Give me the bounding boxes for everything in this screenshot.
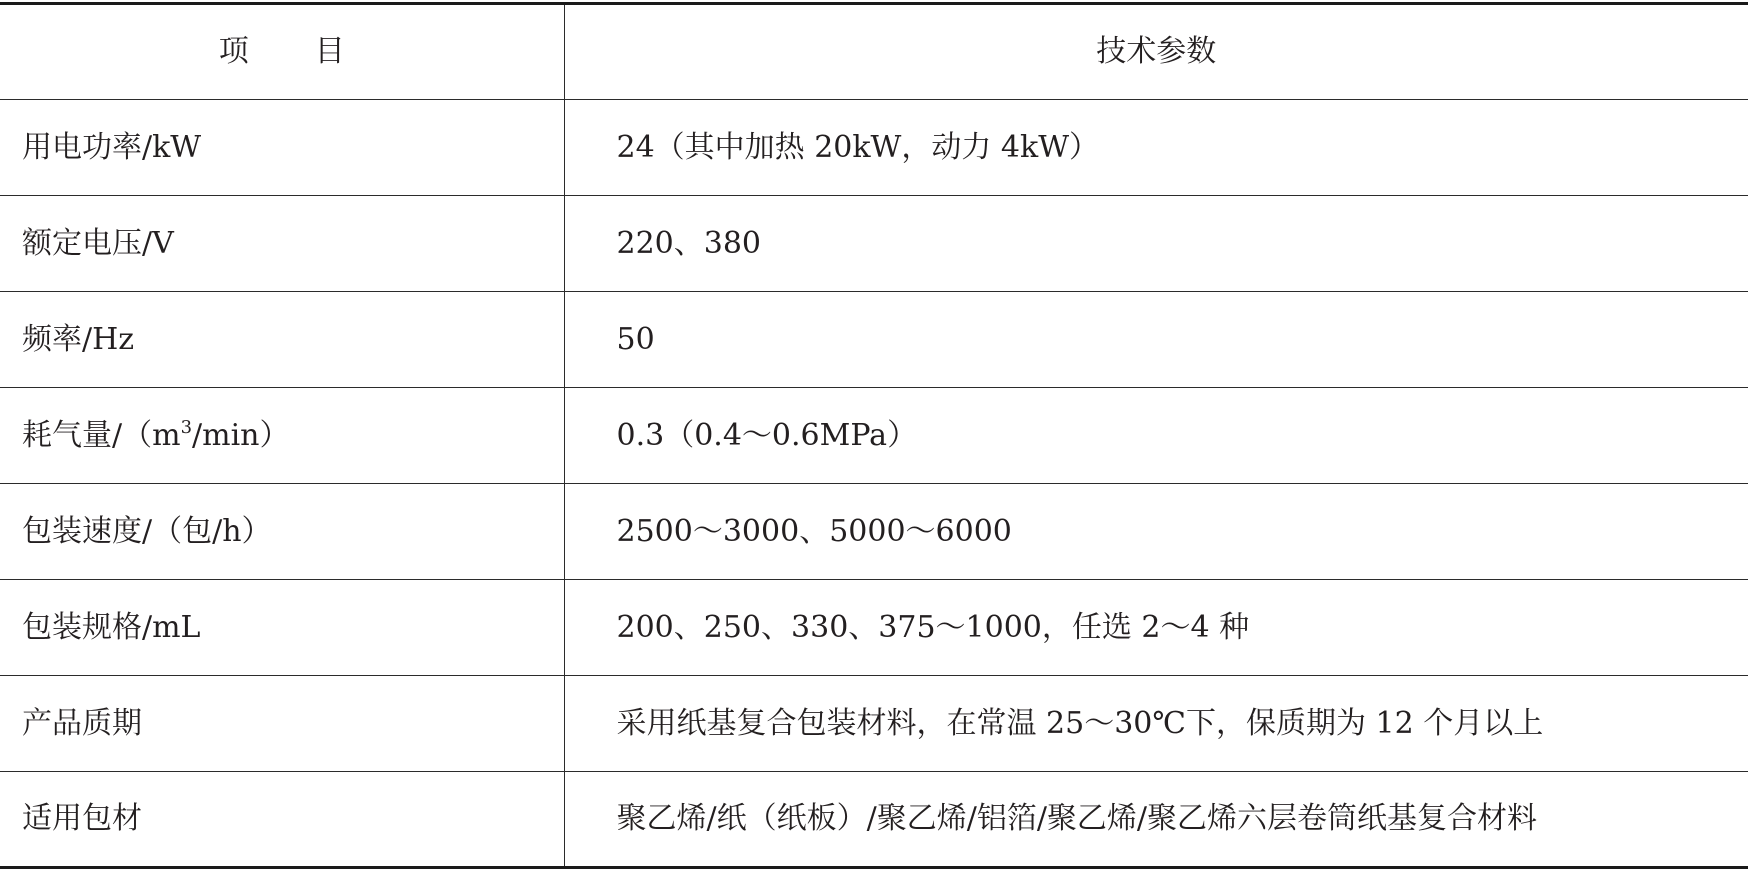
table-header [0, 4, 1748, 100]
header-item-label: 项目 [218, 34, 411, 69]
row-item-packing-speed: 包装速度/（包/h） [0, 484, 564, 580]
row-value-materials: 聚乙烯/纸（纸板）/聚乙烯/铝箔/聚乙烯/聚乙烯六层卷筒纸基复合材料 [564, 772, 1748, 868]
air-consumption-label-sup: 3 [180, 416, 193, 438]
row-item-shelf-life: 产品质期 [0, 676, 564, 772]
row-item-materials: 适用包材 [0, 772, 564, 868]
row-value-shelf-life: 采用纸基复合包装材料，在常温 25～30℃下，保质期为 12 个月以上 [564, 676, 1748, 772]
row-value-voltage: 220、380 [564, 196, 1748, 292]
air-consumption-label-post: /min） [192, 417, 290, 453]
row-value-power: 24（其中加热 20kW，动力 4kW） [564, 100, 1748, 196]
table-body [0, 100, 1748, 868]
table-row [0, 772, 1748, 868]
table-row [0, 580, 1748, 676]
row-value-packing-speed: 2500～3000、5000～6000 [564, 484, 1748, 580]
table-row [0, 196, 1748, 292]
table-row [0, 292, 1748, 388]
table-row [0, 484, 1748, 580]
technical-parameters-table [0, 2, 1748, 869]
row-item-packing-spec: 包装规格/mL [0, 580, 564, 676]
row-item-voltage: 额定电压/V [0, 196, 564, 292]
row-value-frequency: 50 [564, 292, 1748, 388]
row-value-packing-spec: 200、250、330、375～1000，任选 2～4 种 [564, 580, 1748, 676]
table-row [0, 676, 1748, 772]
table-row [0, 100, 1748, 196]
header-value-cell [564, 4, 1748, 100]
header-item-cell [0, 4, 564, 100]
row-item-frequency: 频率/Hz [0, 292, 564, 388]
air-consumption-label-pre: 耗气量/（m [22, 417, 181, 453]
row-value-air-consumption: 0.3（0.4～0.6MPa） [564, 388, 1748, 484]
header-row [0, 4, 1748, 100]
table-row [0, 388, 1748, 484]
header-value-label: 技术参数 [1096, 34, 1217, 69]
row-item-power: 用电功率/kW [0, 100, 564, 196]
row-item-air-consumption [0, 388, 564, 484]
